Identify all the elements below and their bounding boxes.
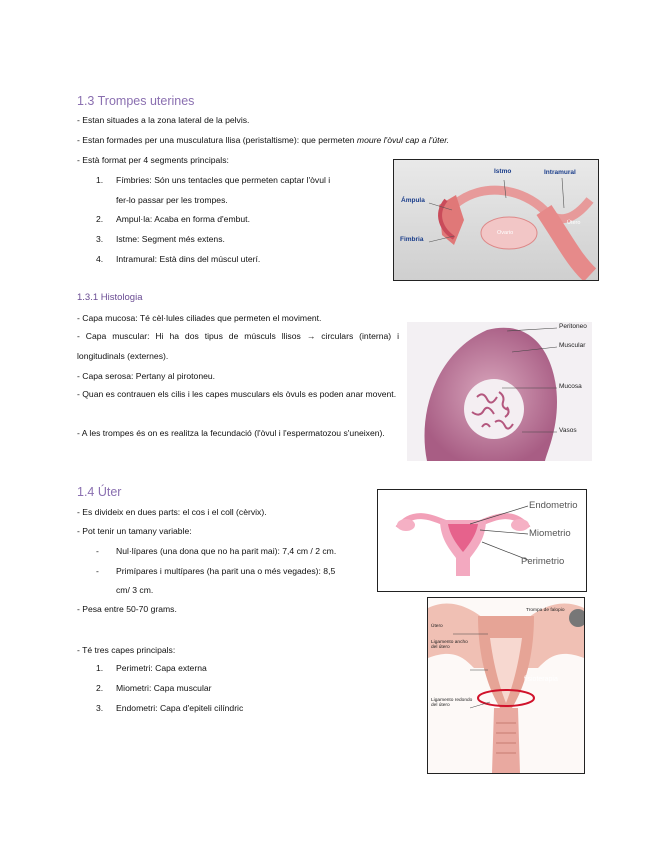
layer-text-3: Endometri: Capa d'epiteli cilíndric	[116, 703, 244, 713]
label-vasos: Vasos	[559, 427, 577, 434]
bullet-serosa: - Capa serosa: Pertany al pirotoneu.	[77, 371, 216, 381]
seg-num-4: 4.	[96, 254, 104, 264]
bullet-cilis: - Quan es contrauen els cilis i les capes musculars els òvuls es poden anar movent.	[77, 389, 397, 399]
bullet-pesa: - Pesa entre 50-70 grams.	[77, 604, 177, 614]
label-fisioterapia: fisioterapia	[524, 676, 558, 683]
label-intramural: Intramural	[544, 169, 576, 176]
section-title-uter: 1.4 Úter	[77, 485, 122, 499]
seg-cont-1: fer-lo passar per les trompes.	[116, 195, 228, 205]
bullet-musculatura-text: - Estan formades per una musculatura llisa (peristaltisme): que permeten	[77, 135, 357, 145]
label-muscular: Muscular	[559, 342, 586, 349]
sub-dash-1: -	[96, 546, 99, 556]
bullet-fecundacio: - A les trompes és on es realitza la fecundació (l'òvul i l'espermatozou s'uneixen).	[77, 428, 385, 438]
section-title-trompes: 1.3 Trompes uterines	[77, 94, 195, 108]
seg-text-1: Fímbries: Són uns tentacles que permeten captar l'òvul i	[116, 175, 331, 185]
bullet-mucosa: - Capa mucosa: Té cèl·lules ciliades que permeten el moviment.	[77, 313, 322, 323]
bullet-musculatura-italic: moure l'òvul cap a l'úter.	[356, 135, 450, 145]
label-ligamento-ancho: Ligamento ancho del útero	[431, 640, 468, 650]
bullet-tamany: - Pot tenir un tamany variable:	[77, 526, 192, 536]
label-ampula: Ámpula	[401, 197, 425, 204]
label-mucosa: Mucosa	[559, 383, 582, 390]
seg-num-2: 2.	[96, 214, 104, 224]
label-utero-anatomy: Útero	[431, 624, 443, 629]
section-title-histologia: 1.3.1 Histologia	[77, 292, 143, 303]
figure-uterus-layers	[377, 489, 587, 592]
label-trompa: Trompa de falopio	[526, 608, 565, 613]
layer-text-2: Miometri: Capa muscular	[116, 683, 212, 693]
seg-text-4: Intramural: Està dins del múscul uterí.	[116, 254, 261, 264]
label-utero-tube: Útero	[567, 220, 581, 226]
bullet-musculatura	[77, 134, 449, 146]
label-miometrio: Miometrio	[529, 528, 571, 539]
figure-fallopian-tube	[393, 159, 599, 281]
bullet-situades: - Estan situades a la zona lateral de la pelvis.	[77, 115, 250, 125]
sub-text-1: Nul·lípares (una dona que no ha parit mai): 7,4 cm / 2 cm.	[116, 546, 337, 556]
sub-text-2: Primípares i multípares (ha parit una o més vegades): 8,5	[116, 566, 336, 576]
figure-uterus-anatomy	[427, 597, 585, 774]
label-endometrio: Endometrio	[529, 500, 578, 511]
layer-num-2: 2.	[96, 683, 104, 693]
seg-num-1: 1.	[96, 175, 104, 185]
label-fimbria: Fimbria	[400, 236, 424, 243]
bullet-capes: - Té tres capes principals:	[77, 645, 176, 655]
layer-text-1: Perimetri: Capa externa	[116, 663, 207, 673]
label-ligamento-redondo: Ligamento redondo del útero	[431, 698, 473, 708]
layer-num-3: 3.	[96, 703, 104, 713]
figure-histology	[407, 322, 592, 461]
sub-cont-2: cm/ 3 cm.	[116, 585, 154, 595]
label-istmo: Istmo	[494, 168, 512, 175]
uterus-anatomy-illustration	[428, 598, 584, 773]
seg-text-3: Istme: Segment més extens.	[116, 234, 225, 244]
label-perimetrio: Perimetrio	[521, 556, 565, 567]
bullet-muscular: - Capa muscular: Hi ha dos tipus de músculs llisos → circulars (interna) i longitudinals (externes).	[77, 331, 399, 361]
bullet-segments: - Està format per 4 segments principals:	[77, 155, 229, 165]
layer-num-1: 1.	[96, 663, 104, 673]
label-peritoneo: Peritoneo	[559, 323, 587, 330]
seg-num-3: 3.	[96, 234, 104, 244]
seg-text-2: Ampul·la: Acaba en forma d'embut.	[116, 214, 250, 224]
bullet-parts: - Es divideix en dues parts: el cos i el coll (cèrvix).	[77, 507, 267, 517]
label-ovario: Ovario	[497, 230, 514, 236]
sub-dash-2: -	[96, 566, 99, 576]
